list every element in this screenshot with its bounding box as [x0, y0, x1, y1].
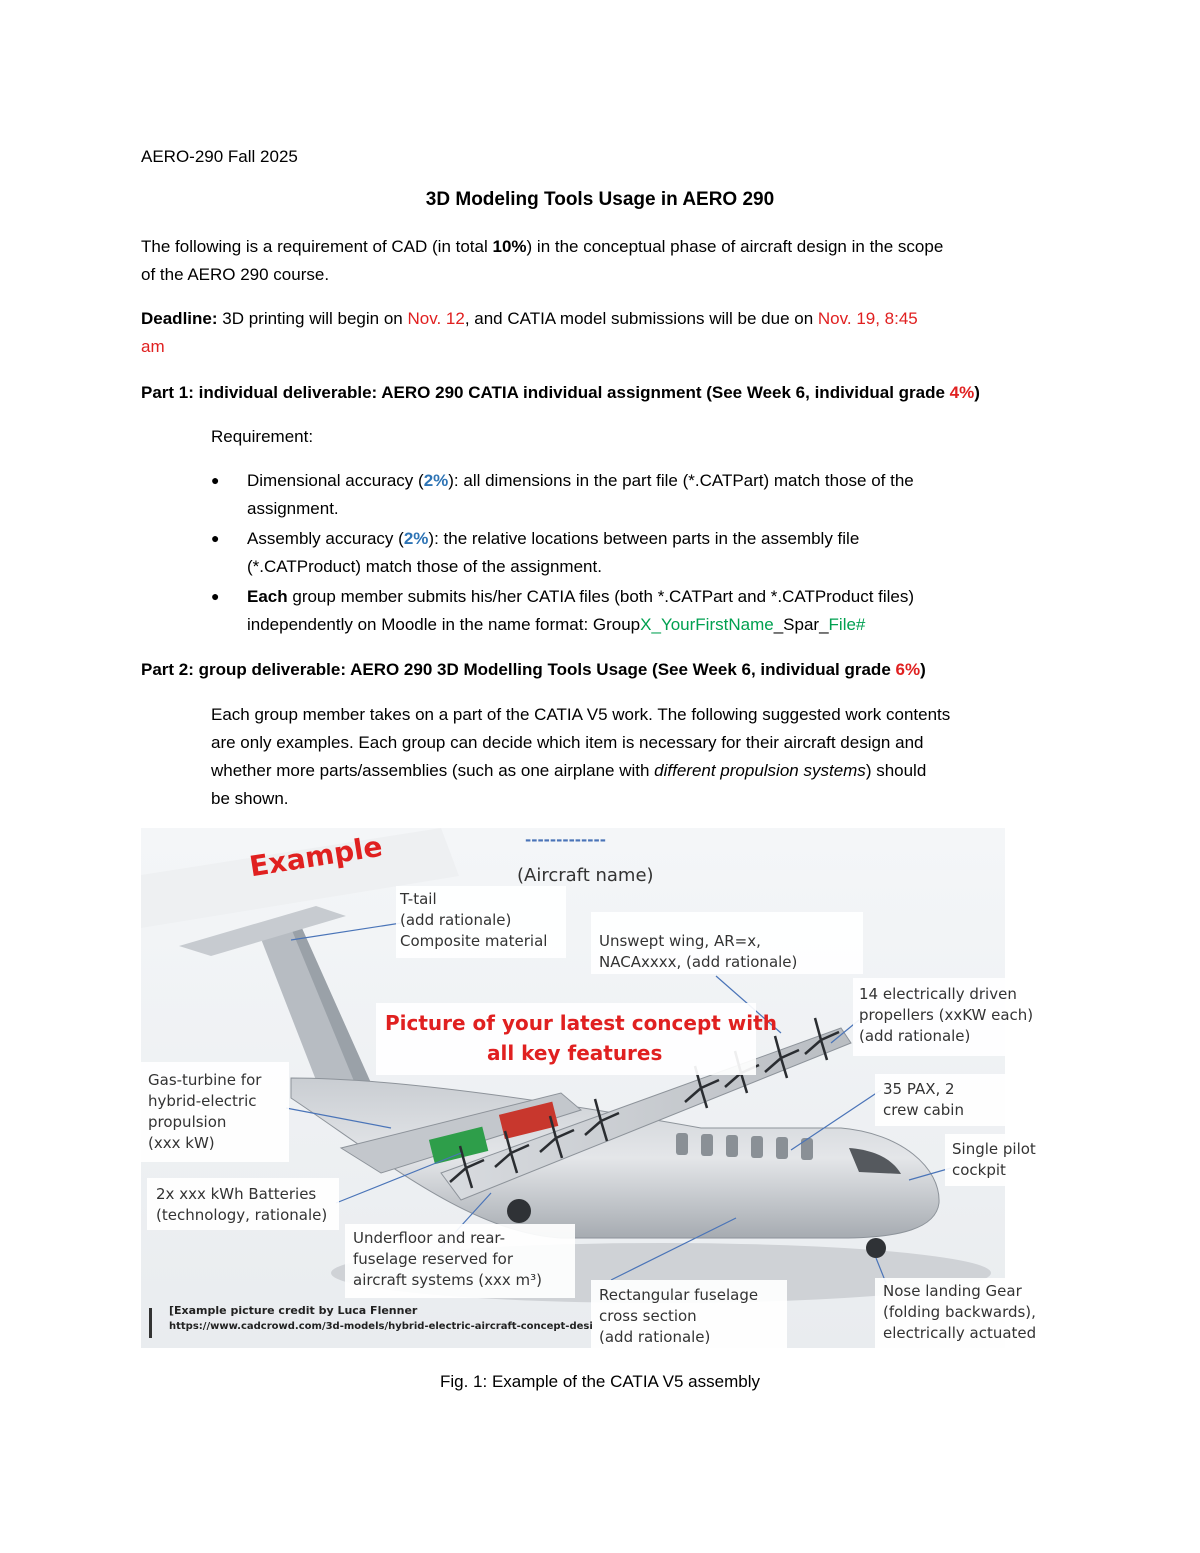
bullet-2-percent: 2% — [403, 529, 429, 548]
part1-grade: 4% — [949, 383, 975, 402]
label-line: cross section — [599, 1307, 697, 1325]
part1-heading-close: ) — [974, 383, 980, 402]
part2-para-line-3 — [211, 757, 926, 785]
bullet-dot: ● — [211, 530, 220, 546]
label-line: Rectangular fuselage — [599, 1286, 759, 1304]
bullet-3-line-2 — [247, 611, 865, 639]
label-gas-turbine — [148, 1070, 261, 1154]
label-line: (add rationale) — [599, 1328, 711, 1346]
label-line: (folding backwards), — [883, 1303, 1036, 1321]
credit-marker-icon — [149, 1308, 152, 1338]
center-text-line-2: all key features — [487, 1041, 663, 1065]
example-figure — [141, 828, 1037, 1348]
deadline-label: Deadline: — [141, 309, 218, 328]
bullet-1-text-cont: ): all dimensions in the part file (*.CATPart) match those of the — [448, 471, 914, 490]
figure-caption: Fig. 1: Example of the CATIA V5 assembly — [440, 1372, 760, 1391]
label-propellers — [859, 984, 1033, 1047]
part2-heading — [141, 656, 926, 684]
label-cockpit — [952, 1139, 1036, 1181]
bullet-1-percent: 2% — [423, 471, 449, 490]
label-nose-gear — [883, 1281, 1036, 1344]
part2-para-line-4: be shown. — [211, 789, 289, 808]
name-format-file: File# — [828, 615, 866, 634]
deadline-date-print: Nov. 12 — [407, 309, 465, 328]
aircraft-name-label: (Aircraft name) — [517, 865, 654, 886]
requirement-label: Requirement: — [211, 427, 314, 446]
bullet-2-line-1 — [247, 525, 859, 553]
page-title: 3D Modeling Tools Usage in AERO 290 — [425, 189, 775, 210]
course-term: AERO-290 Fall 2025 — [141, 147, 298, 166]
part2-text: whether more parts/assemblies (such as one airplane with — [211, 761, 655, 780]
label-ttail — [400, 889, 547, 952]
bullet-3-line-1 — [247, 583, 914, 611]
name-format-spar: _Spar_ — [773, 615, 829, 634]
bullet-1-text: Dimensional accuracy ( — [247, 471, 424, 490]
name-format-firstname: YourFirstName — [660, 615, 774, 634]
bullet-1-line-1 — [247, 467, 914, 495]
bullet-2-line-2: (*.CATProduct) match those of the assignment. — [247, 557, 602, 576]
label-line: (add rationale) — [400, 911, 512, 929]
deadline-date-submit: Nov. 19, 8:45 — [817, 309, 918, 328]
part2-para-line-1: Each group member takes on a part of the CATIA V5 work. The following suggested work contents — [211, 705, 951, 724]
intro-line-2: of the AERO 290 course. — [141, 265, 330, 284]
label-line: (add rationale) — [859, 1027, 971, 1045]
label-line: Composite material — [400, 932, 548, 950]
label-line: propulsion — [148, 1113, 227, 1131]
bullet-2-text-cont: ): the relative locations between parts in the assembly file — [428, 529, 860, 548]
label-line: Nose landing Gear — [883, 1282, 1022, 1300]
label-line: (xxx kW) — [148, 1134, 215, 1152]
name-format-group: X — [640, 615, 652, 634]
label-line: Underfloor and rear- — [353, 1229, 506, 1247]
label-pax — [883, 1079, 964, 1121]
label-batteries — [156, 1184, 327, 1226]
label-line: NACAxxxx, (add rationale) — [599, 953, 798, 971]
bullet-3-bold: Each — [247, 587, 288, 606]
example-tag: Example — [247, 829, 385, 884]
deadline-line-2: am — [141, 337, 165, 356]
label-line: electrically actuated — [883, 1324, 1037, 1342]
label-line: crew cabin — [883, 1101, 964, 1119]
bullet-dot: ● — [211, 472, 220, 488]
label-line: 2x xxx kWh Batteries — [156, 1185, 317, 1203]
label-line: propellers (xxKW each) — [859, 1006, 1034, 1024]
label-line: 14 electrically driven — [859, 985, 1017, 1003]
intro-percent: 10% — [492, 237, 527, 256]
label-line: (technology, rationale) — [156, 1206, 328, 1224]
label-line: aircraft systems (xxx m³) — [353, 1271, 543, 1289]
label-line: cockpit — [952, 1161, 1006, 1179]
label-underfloor — [353, 1228, 542, 1291]
part2-text-cont: ) should — [865, 761, 927, 780]
deadline-text-cont: , and CATIA model submissions will be due on — [464, 309, 818, 328]
bullet-3-text-cont: independently on Moodle in the name format: Group — [247, 615, 641, 634]
aircraft-name-placeholder-line: ------------- — [525, 831, 606, 849]
part2-heading-close: ) — [920, 660, 926, 679]
label-wing — [599, 931, 797, 973]
part1-heading — [141, 379, 980, 407]
bullet-3-text: group member submits his/her CATIA files (both *.CATPart and *.CATProduct files) — [287, 587, 915, 606]
name-format-sep: _ — [651, 615, 661, 634]
deadline-line-1 — [141, 305, 918, 333]
intro-line-1 — [141, 233, 943, 261]
label-fuselage — [599, 1285, 758, 1348]
intro-text: The following is a requirement of CAD (in total — [141, 237, 493, 256]
label-line: Single pilot — [952, 1140, 1036, 1158]
picture-credit-url: https://www.cadcrowd.com/3d-models/hybrid-electric-aircraft-concept-desi — [169, 1321, 593, 1332]
intro-text-cont: ) in the conceptual phase of aircraft design in the scope — [526, 237, 944, 256]
label-line: T-tail — [400, 890, 437, 908]
bullet-2-text: Assembly accuracy ( — [247, 529, 404, 548]
part1-heading-text: Part 1: individual deliverable: AERO 290 CATIA individual assignment (See Week 6, individual grade — [141, 383, 950, 402]
part2-para-line-2: are only examples. Each group can decide which item is necessary for their aircraft design and — [211, 733, 924, 752]
deadline-text: 3D printing will begin on — [217, 309, 408, 328]
part2-italic: different propulsion systems — [654, 761, 866, 780]
label-line: fuselage reserved for — [353, 1250, 514, 1268]
label-line: hybrid-electric — [148, 1092, 257, 1110]
label-line: 35 PAX, 2 — [883, 1080, 955, 1098]
part2-heading-text: Part 2: group deliverable: AERO 290 3D Modelling Tools Usage (See Week 6, individual grade — [141, 660, 896, 679]
center-text-line-1: Picture of your latest concept with — [385, 1011, 777, 1035]
bullet-dot: ● — [211, 588, 220, 604]
picture-credit-line-1: [Example picture credit by Luca Flenner — [169, 1304, 418, 1317]
label-line: Gas-turbine for — [148, 1071, 262, 1089]
bullet-1-line-2: assignment. — [247, 499, 339, 518]
part2-grade: 6% — [895, 660, 921, 679]
label-line: Unswept wing, AR=x, — [599, 932, 761, 950]
